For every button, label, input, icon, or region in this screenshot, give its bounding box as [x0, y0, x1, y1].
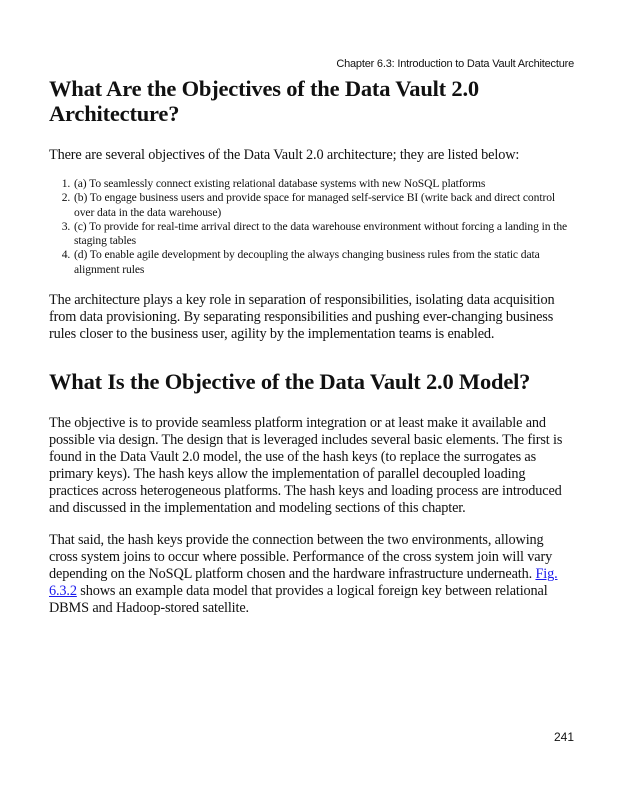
intro-paragraph: There are several objectives of the Data Vault 2.0 architecture; they are listed below: [49, 147, 520, 163]
section-heading-architecture-objectives: What Are the Objectives of the Data Vault 2.0 Architecture? [49, 76, 479, 126]
section-heading-model-objective: What Is the Objective of the Data Vault 2.0 Model? [49, 369, 531, 395]
page-content [49, 76, 574, 617]
list-item: 4. (d) To enable agile development by decoupling the always changing business rules from the static data alignment rules [73, 248, 574, 277]
list-item: 1. (a) To seamlessly connect existing relational database systems with new NoSQL platforms [73, 177, 574, 191]
list-item: 2. (b) To engage business users and provide space for managed self-service BI (write back and direct control over data in the data warehouse) [73, 191, 574, 220]
figure-link[interactable]: Fig. 6.3.2 [49, 566, 558, 600]
running-header: Chapter 6.3: Introduction to Data Vault Architecture [336, 58, 574, 70]
list-item: 3. (c) To provide for real-time arrival direct to the data warehouse environment without forcing a landing in the staging tables [73, 220, 574, 249]
model-paragraph-2 [49, 532, 574, 617]
architecture-paragraph: The architecture plays a key role in separation of responsibilities, isolating data acquisition from data provisioning. By separating responsibilities and pushing ever-changing business rules closer to the business user, agility by the implementation teams is enabled. [49, 292, 555, 343]
objectives-list [49, 177, 574, 277]
page-number: 241 [553, 730, 574, 744]
model-paragraph-1: The objective is to provide seamless platform integration or at least make it available and possible via design. The design that is leveraged includes several basic elements. The first is found in the Data Vault 2.0 model, the use of the hash keys (to replace the surrogates as primary keys). The hash keys allow the implementation of parallel decoupled loading practices across heterogeneous platforms. The hash keys and loading process are introduced and discussed in the implementation and modeling sections of this chapter. [49, 415, 563, 517]
paragraph-text: shows an example data model that provides a logical foreign key between relational DBMS and Hadoop-stored satellite. [49, 583, 548, 617]
paragraph-text: That said, the hash keys provide the connection between the two environments, allowing cross system joins to occur where possible. Performance of the cross system join will vary depending on the NoSQL platform chosen and the hardware infrastructure underneath. [49, 532, 553, 583]
